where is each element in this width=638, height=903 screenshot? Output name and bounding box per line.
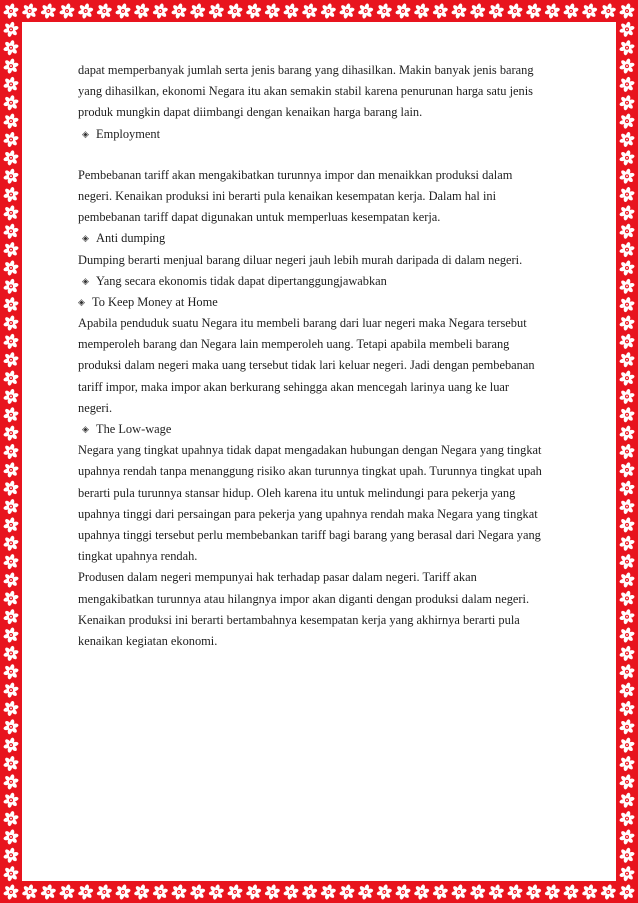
paragraph-line: dapat memperbanyak jumlah serta jenis barang yang dihasilkan. Makin banyak jenis barang <box>78 63 534 77</box>
paragraph-line: Negara yang tingkat upahnya tidak dapat mengadakan hubungan dengan Negara yang tingkat <box>78 443 542 458</box>
paragraph-line: tariff impor, maka impor akan berkurang sehingga akan mencegah larinya uang ke luar <box>78 379 510 394</box>
paragraph-line: mengakibatkan turunnya atau hilangnya impor akan diganti dengan produksi dalam negeri. <box>78 591 530 606</box>
paragraph-line: negeri. <box>78 400 113 415</box>
paragraph-line: yang dihasilkan, ekonomi Negara itu akan semakin stabil karena penurunan harga satu jenis <box>78 84 533 99</box>
paragraph-line: upahnya rendah tanpa menanggung risiko akan turunnya tingkat upah. Turunnya tingkat upah <box>78 464 542 479</box>
paragraph-line: pembebanan tariff dapat digunakan untuk memperluas kesempatan kerja. <box>78 210 441 225</box>
bullet-heading-text: Yang secara ekonomis tidak dapat dipertanggungjawabkan <box>96 273 387 288</box>
paragraph-line: Pembebanan tariff akan mengakibatkan turunnya impor dan menaikkan produksi dalam <box>78 167 513 182</box>
bullet-heading-text: Anti dumping <box>96 231 166 246</box>
paragraph-line: produksi dalam negeri maka uang tersebut tidak lari keluar negeri. Jadi dengan pembebanan <box>78 358 535 373</box>
bullet-heading <box>78 228 558 249</box>
bullet-heading-text: To Keep Money at Home <box>92 294 218 309</box>
paragraph-line: memperoleh barang dan Negara lain memperoleh uang. Tetapi apabila membeli barang <box>78 337 510 352</box>
paragraph-line: upahnya tinggi dari persaingan para pekerja yang upahnya rendah maka Negara yang tingkat <box>78 506 538 521</box>
page-content <box>78 60 558 652</box>
diamond-bullet-icon: ◈ <box>78 296 85 307</box>
paragraph-line: produk mungkin dapat diimbangi dengan kenaikan harga barang lain. <box>78 105 423 120</box>
paragraph-line: Dumping berarti menjual barang diluar negeri jauh lebih murah daripada di dalam negeri. <box>78 252 523 267</box>
bullet-heading <box>78 292 558 313</box>
bullet-heading-text: Employment <box>96 126 161 141</box>
bullet-heading <box>78 419 558 440</box>
diamond-bullet-icon: ◈ <box>82 128 89 139</box>
paragraph-line: kenaikan kegiatan ekonomi. <box>78 633 218 648</box>
diamond-bullet-icon: ◈ <box>82 424 89 434</box>
paragraph-line: tingkat upahnya rendah. <box>78 549 198 564</box>
bullet-heading <box>78 271 558 292</box>
paragraph-line: negeri. Kenaikan produksi ini berarti pula kenaikan kesempatan kerja. Dalam hal ini <box>78 188 497 203</box>
blank-line <box>78 145 558 165</box>
paragraph-line: berarti pula turunnya stansar hidup. Oleh karena itu untuk melindungi para pekerja yang <box>78 485 516 500</box>
bullet-heading <box>78 124 558 145</box>
diamond-bullet-icon: ◈ <box>82 233 89 244</box>
paragraph-line: Kenaikan produksi ini berarti bertambahnya kesempatan kerja yang akhirnya berarti pula <box>78 612 520 627</box>
bullet-heading-text: The Low-wage <box>96 422 172 436</box>
paragraph-line: Produsen dalam negeri mempunyai hak terhadap pasar dalam negeri. Tariff akan <box>78 570 477 585</box>
paragraph-line: upahnya tinggi tersebut perlu membebankan tariff bagi barang yang berasal dari Negara yang <box>78 527 541 542</box>
diamond-bullet-icon: ◈ <box>82 275 89 286</box>
paragraph-line: Apabila penduduk suatu Negara itu membeli barang dari luar negeri maka Negara tersebut <box>78 316 527 331</box>
